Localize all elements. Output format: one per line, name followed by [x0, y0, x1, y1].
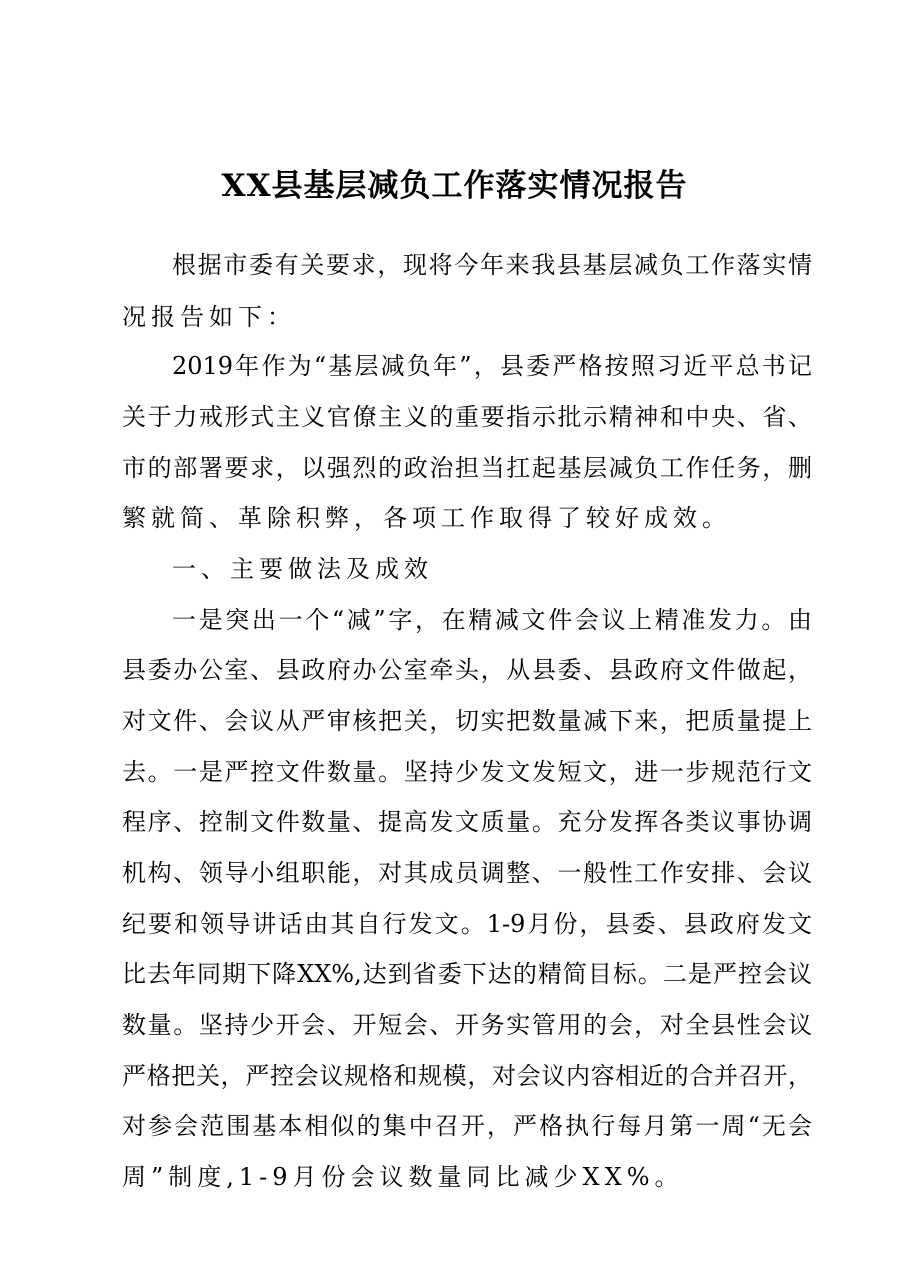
paragraph-line: 对文件、会议从严审核把关，切实把数量减下来，把质量提上 [122, 707, 812, 735]
paragraph-line: 数量。坚持少开会、开短会、开务实管用的会，对全县性会议 [122, 1011, 812, 1039]
paragraph-line: 对参会范围基本相似的集中召开，严格执行每月第一周“无会 [122, 1112, 812, 1140]
document-title: XX县基层减负工作落实情况报告 [221, 168, 688, 204]
paragraph-line: 关于力戒形式主义官僚主义的重要指示批示精神和中央、省、 [122, 403, 812, 431]
paragraph-line: 周”制度,1-9月份会议数量同比减少XX%。 [122, 1163, 684, 1191]
paragraph-line: 严格把关，严控会议规格和规模，对会议内容相近的合并召开， [122, 1062, 812, 1090]
paragraph-line: 县委办公室、县政府办公室牵头，从县委、县政府文件做起， [122, 656, 812, 684]
paragraph-line: 繁就简、革除积弊，各项工作取得了较好成效。 [122, 504, 731, 532]
paragraph-line: 纪要和领导讲话由其自行发文。1-9月份，县委、县政府发文 [122, 910, 812, 938]
paragraph-line: 况报告如下： [122, 303, 296, 331]
section-heading: 一、主要做法及成效 [172, 555, 433, 583]
paragraph-line: 比去年同期下降XX%,达到省委下达的精简目标。二是严控会议 [122, 960, 812, 988]
paragraph-line: 程序、控制文件数量、提高发文质量。充分发挥各类议事协调 [122, 808, 812, 836]
paragraph-line: 2019年作为“基层减负年”，县委严格按照习近平总书记 [172, 352, 812, 380]
paragraph-line: 根据市委有关要求，现将今年来我县基层减负工作落实情 [172, 251, 812, 279]
paragraph-line: 去。一是严控文件数量。坚持少发文发短文，进一步规范行文 [122, 758, 812, 786]
paragraph-line: 市的部署要求，以强烈的政治担当扛起基层减负工作任务，删 [122, 454, 812, 482]
paragraph-line: 机构、领导小组职能，对其成员调整、一般性工作安排、会议 [122, 859, 812, 887]
paragraph-line: 一是突出一个“减”字，在精减文件会议上精准发力。由 [172, 606, 812, 634]
